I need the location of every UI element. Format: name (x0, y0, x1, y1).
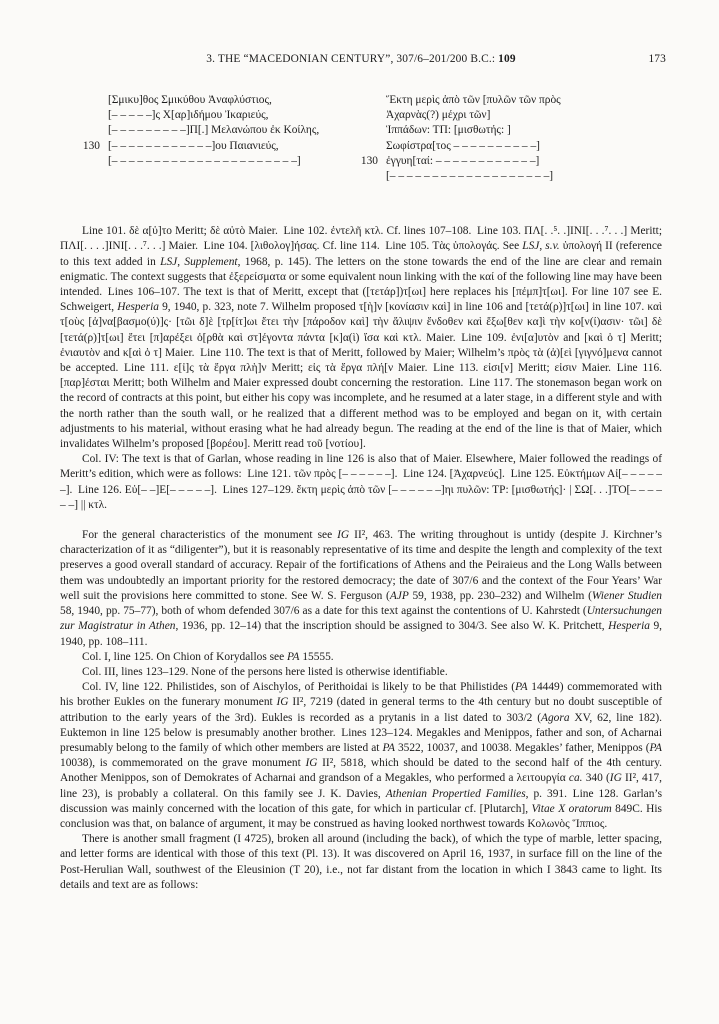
inscription-line (348, 108, 561, 123)
inscription-line (70, 139, 348, 154)
running-title: 3. THE “MACEDONIAN CENTURY”, 307/6–201/200 B.C.: (206, 53, 499, 65)
inscription-line-text: [– – – – – – – – – – – –]ου Παιανιεύς, (108, 139, 279, 152)
line-number (70, 154, 108, 169)
inscription-line-text: [– – – – –]ς Χ[αρ]ιδήμου Ἰκαριεύς, (108, 109, 269, 122)
inscription-line (348, 169, 561, 184)
inscription-line-text: [– – – – – – – – – – – – – – – – – – –] (386, 170, 554, 183)
inscription-right-column (348, 93, 561, 184)
line-number (70, 123, 108, 138)
line-number (348, 139, 386, 154)
line-number: 130 (360, 154, 378, 167)
commentary-paragraph-col1: Col. I, line 125. On Chion of Korydallos see PA 15555. (82, 650, 334, 663)
inscription-line-text: Ἕκτη μερὶς ἀπὸ τῶν [πυλῶν τῶν πρὸς (386, 94, 561, 106)
inscription-line-text: Σωφίστρα[τος – – – – – – – – – –] (386, 139, 540, 152)
inscription-block (70, 93, 662, 184)
line-number (348, 169, 386, 184)
line-number (70, 108, 108, 123)
inscription-line-text: [Σμικυ]θος Σμικύθου Ἀναφλύστιος, (108, 94, 272, 106)
line-number (70, 93, 108, 108)
commentary-paragraph-col4: Col. IV, line 122. Philistides, son of Aischylos, of Perithoidai is likely to be that Philistides (PA 14449) commemorated with his brother Eukles on the funerary monument IG II², 7219 (dated in general terms to the 4th century but no doubt susceptible of attribution to the early years of the 3rd). Eukles is recorded as a prytanis in a list dated to 303/2 (Agora XV, 62, line 182). Euktemon in line 125 below is presumably another brother. Lines 123–124. Megakles and Menippos, father and son, of Acharnai presumably belong to the family of which other members are listed at PA 3522, 10037, and 10038. Megakles’ father, Menippos (PA 10038), is commemorated on the grave monument IG II², 5818, which should be dated to the second half of the 4th century. Another Menippos, son of Demokrates of Acharnai and grandson of a Megakles, who performed a λειτουργία ca. 340 (IG II², 417, line 23), is probably a collateral. On this family see J. K. Davies, Athenian Propertied Families, p. 391. Line 128. Garlan’s discussion was mainly concerned with the location of this gate, for which in particular cf. [Plutarch], Vitae X oratorum 849C. His conclusion was that, on balance of argument, it may be construed as having looked northwest towards Κολωνὸς Ἵππιος. (60, 681, 663, 830)
inscription-line (70, 123, 348, 138)
inscription-line-text: [– – – – – – – – – – – – – – – – – – – – – –] (108, 154, 301, 167)
inscription-line (348, 154, 561, 169)
line-number (348, 108, 386, 123)
inscription-line (70, 108, 348, 123)
commentary-paragraph-general: For the general characteristics of the monument see IG II², 463. The writing throughout is untidy (despite J. Kirchner’s characterization of it as “diligenter”), but it is reasonably representative of its time and despite the length and complexity of the text preserves a good overall standard of accuracy. Repair of the fortifications of Athens and the Peiraieus and the Long Walls between them was undoubtedly an important priority for the restored democracy; the date of 307/6 and the context of the Four Years’ War well suit the provisions here committed to stone. See W. S. Ferguson (AJP 59, 1938, pp. 230–232) and Wilhelm (Wiener Studien 58, 1940, pp. 75–77), both of whom defended 307/6 as a date for this text against the contentions of U. Kahrstedt (Untersuchungen zur Magistratur in Athen, 1936, pp. 12–14) that the inscription should be assigned to 304/3. See also W. K. Pritchett, Hesperia 9, 1940, pp. 108–111. (60, 529, 663, 648)
line-number (348, 123, 386, 138)
inscription-line (70, 154, 348, 169)
col4-note-paragraph: Col. IV: The text is that of Garlan, whose reading in line 126 is also that of Maier. Elsewhere, Maier followed the readings of Meritt’s edition, which were as follows: Line 121. τῶν πρὸς [– – – – – –]. Line 124. [Ἀχαρνεύς]. Line 125. Εὐκτήμων Αἰ[– – – – – –]. Line 126. Εὐ[– –]Ε[– – – – –]. Lines 127–129. ἕκτη μερὶς ἀπὸ τῶν [– – – – – –]ηι πυλῶν: ΤΡ: [μισθωτής]· | ΣΩ[. . .]ΤΟ[– – – – – –] || κτλ. (60, 453, 662, 511)
page-number: 173 (648, 53, 666, 65)
commentary-paragraph-fragment: There is another small fragment (I 4725), broken all around (including the back), of which the type of marble, letter spacing, and letter forms are identical with those of this text (Pl. 13). It was discovered on April 16, 1937, in surface fill on the line of the Post-Herulian Wall, southwest of the Eleusinion (T 20), i.e., not far distant from the location in which I 3843 came to light. Its details and text are as follows: (60, 833, 662, 891)
apparatus-paragraph: Line 101. δὲ α[ὐ]το Meritt; δὲ αὐτὸ Maier. Line 102. ἐντελῆ κτλ. Cf. lines 107–108. Line 103. ΠΛ[. .⁵. .]ΙΝΙ[. . .⁷. . .] Meritt; ΠΛΙ[. . . .]ΙΝΙ[. . .⁷. . .] Maier. Line 104. [λιθολογ]ήσας. Cf. line 114. Line 105. Τὰς ὑπολογάς. See LSJ, s.v. ὑπολογή II (reference to this text added in LSJ, Supplement, 1968, p. 145). The letters on the stone towards the end of the line are clear and remain enigmatic. The context suggests that ἐξερείσματα or some equivalent noun linking with the καί of the following line may have been intended. Lines 106–107. The text is that of Meritt, except that ([τετάρ])τ[ωι] here replaces his [πέμπ]τ[ωι]. For line 107 see E. Schweigert, Hesperia 9, 1940, p. 323, note 7. Wilhelm proposed τ[ὴ]ν [κονίασιν καὶ] in line 106 and [τετά(ρ)]τ[ωι] in line 107. καὶ τ[οὺς [ἀ]να[βασμο(ύ)]ς· [τῶι δ]ὲ [τρ[ίτ]ωι ἔτει τὴν [πάροδον καὶ] τὴν ἄλιψιν ἔνδοθεν καὶ ἔξω[θεν κα]ὶ τὴν κο[ν(ί)ασιν· τῶι] δὲ [τετά(ρ)]τ[ωι] ἔτει [π]αρέξει ὀ[ρθὰ καὶ στ]έγοντα πάντα [κ]α(ὶ) ἴσα καὶ κτλ. Maier. Line 109. ἐνι[α]υτὸν and [καὶ ὁ τ] Meritt; ἐνιαυτὸν and κ[αὶ ὁ τ] Maier. Line 110. The text is that of Meritt, followed by Maier; Wilhelm’s πρὸς τὰ (ἀ)[εὶ [γιγνό]μενα cannot be accepted. Line 111. ε[ἰ]ς τὰ ἔργα πλὴ]ν Meritt; εἰς τὰ ἔργα πλή[ν Maier. Line 113. εἰσι[ν] Meritt; εἰσιν Maier. Line 116. [παρ]έσται Meritt; both Wilhelm and Maier expressed doubt concerning the restoration. Line 117. The stonemason began work on the record of contracts at this point, but either his copy was incomplete, and he resumed at a later stage, in a different style and with the north rather than the south wall, or he realized that a different method was to be employed and began on it, with certain adjustments to his material, without erasing what he had already begun. The reading at the end of the line is that of Maier, which invalidates Wilhelm’s proposed [βορέου]. Meritt read τοῦ [νοτίου]. (60, 225, 663, 451)
line-number: 130 (82, 139, 100, 152)
inscription-line (70, 93, 348, 108)
commentary-paragraph-col3: Col. III, lines 123–129. None of the persons here listed is otherwise identifiable. (82, 665, 448, 678)
inscription-line (348, 123, 561, 138)
running-head (60, 52, 666, 66)
inscription-line (348, 93, 561, 108)
catalog-item-number: 109 (498, 53, 516, 65)
line-number (348, 93, 386, 108)
inscription-line-text: Ἀχαρνὰς(?) μέχρι τῶν] (386, 109, 491, 122)
inscription-line (348, 139, 561, 154)
inscription-line-text: ἐγγυη[ταί: – – – – – – – – – – – –] (386, 154, 540, 167)
commentary-section (60, 528, 662, 893)
inscription-left-column (70, 93, 348, 184)
inscription-line-text: Ἱππάδων: ΤΠ: [μισθωτής: ] (386, 124, 511, 137)
inscription-line-text: [– – – – – – – – –]Π[.] Μελανώπου ἐκ Κοίλης, (108, 124, 320, 137)
